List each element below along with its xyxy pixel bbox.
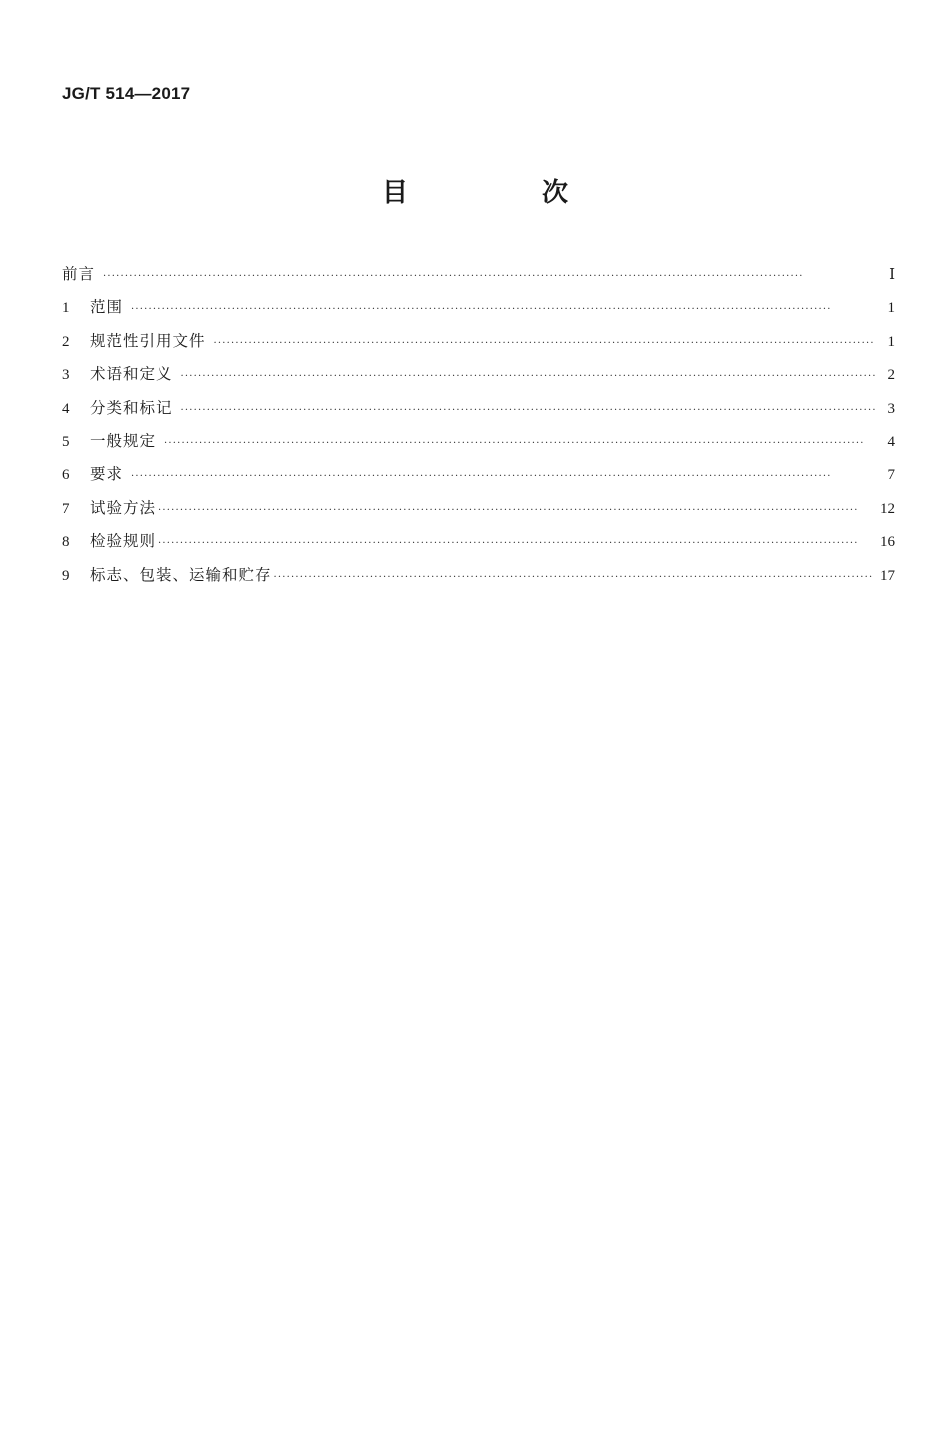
toc-entry-3[interactable] [62, 362, 895, 395]
toc-entry-1[interactable] [62, 295, 895, 328]
toc-entry-4[interactable] [62, 396, 895, 429]
toc-entry-7[interactable] [62, 496, 895, 529]
toc-entry-page: 12 [880, 500, 895, 517]
toc-entry-page: 16 [880, 534, 895, 551]
toc-entry-number: 9 [62, 567, 70, 584]
toc-entry-label: 一般规定 [90, 431, 157, 450]
toc-entry-number: 5 [62, 433, 70, 450]
toc-entry-label: 标志、包装、运输和贮存 [90, 565, 272, 584]
toc-leader-dots [131, 471, 875, 482]
toc-entry-foreword[interactable] [62, 262, 895, 295]
toc-entry-number: 7 [62, 500, 70, 517]
standard-code: JG/T 514—2017 [62, 84, 191, 103]
toc-leader-dots [214, 338, 875, 349]
toc-leader-dots [164, 438, 875, 449]
toc-entry-number: 6 [62, 467, 70, 484]
toc-entry-label: 检验规则 [90, 532, 157, 551]
toc-leader-dots [131, 304, 875, 315]
toc-entry-page: 4 [887, 433, 895, 450]
toc-entry-number: 4 [62, 400, 70, 417]
toc-entry-number: 2 [62, 333, 70, 350]
toc-entry-label: 要求 [90, 465, 124, 484]
toc-entry-page: 3 [887, 400, 895, 417]
toc-entry-5[interactable] [62, 429, 895, 462]
toc-leader-dots [274, 572, 874, 583]
toc-entry-label: 规范性引用文件 [90, 331, 206, 350]
toc-entry-page: 1 [887, 300, 895, 317]
toc-entry-8[interactable] [62, 529, 895, 562]
toc-entry-label: 范围 [90, 298, 124, 317]
toc-entry-page: Ⅰ [889, 267, 895, 283]
toc-entry-label: 分类和标记 [90, 398, 173, 417]
table-of-contents [62, 262, 895, 596]
toc-leader-dots [103, 271, 875, 282]
toc-entry-9[interactable] [62, 563, 895, 596]
toc-entry-page: 7 [887, 467, 895, 484]
toc-leader-dots [158, 505, 874, 516]
toc-entry-label: 术语和定义 [90, 365, 173, 384]
toc-entry-2[interactable] [62, 329, 895, 362]
toc-entry-label: 试验方法 [90, 498, 157, 517]
toc-entry-label: 前言 [62, 265, 96, 283]
page-title: 目 次 [381, 178, 622, 208]
toc-leader-dots [158, 538, 874, 549]
toc-entry-6[interactable] [62, 462, 895, 495]
toc-entry-number: 1 [62, 300, 70, 317]
toc-entry-page: 17 [880, 567, 895, 584]
toc-leader-dots [181, 405, 875, 416]
toc-leader-dots [181, 371, 875, 382]
toc-entry-number: 3 [62, 367, 70, 384]
toc-entry-page: 1 [887, 333, 895, 350]
toc-entry-number: 8 [62, 534, 70, 551]
toc-entry-page: 2 [887, 367, 895, 384]
